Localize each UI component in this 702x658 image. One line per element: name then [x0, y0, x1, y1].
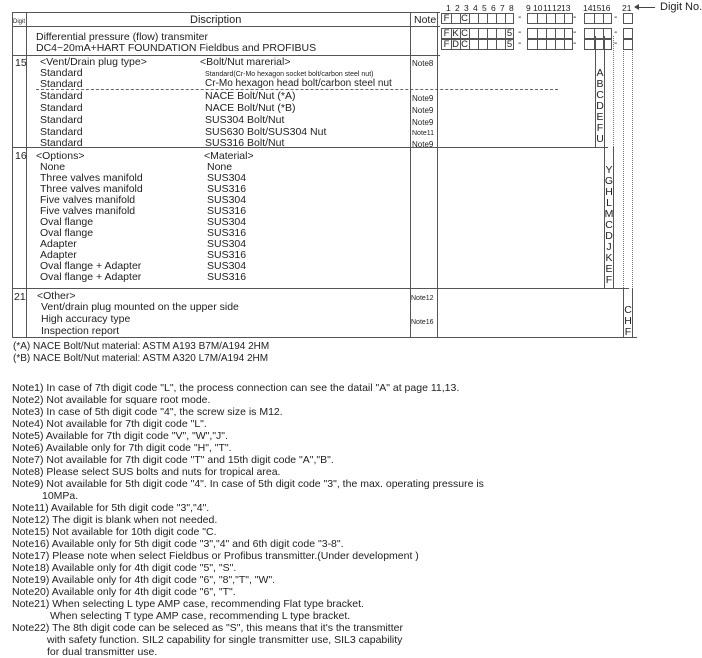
digit-column-header: Digit [13, 19, 26, 25]
bolt-nut-option: Standard(Cr-Mo hexagon socket bolt/carbon steel nut) [205, 71, 374, 78]
model-code-cell [603, 14, 612, 23]
bolt-nut-option: SUS316 Bolt/Nut [205, 137, 285, 149]
vent-drain-option: Standard [40, 137, 83, 149]
product-description-line1: Differential pressure (flow) transmiter [36, 31, 208, 43]
note-column-left-border [410, 12, 411, 337]
bolt-nut-option: SUS630 Bolt/SUS304 Nut [205, 126, 327, 138]
note-line: 10MPa. [42, 490, 79, 502]
table-bottom-border [12, 337, 637, 338]
option-name: Three valves manifold [40, 172, 143, 184]
option-material: SUS304 [207, 216, 247, 228]
note-line: Note7) Not available for 7th digit code "T" and 15th digit code "A","B". [12, 454, 334, 466]
option-code: M [604, 208, 614, 220]
digit-number: 12 [552, 3, 562, 13]
digit-no-label: Digit No. [660, 1, 702, 13]
option-code: J [606, 241, 612, 253]
digit-number: 21 [622, 3, 632, 13]
note-column-right-border [437, 12, 438, 337]
note-line: Note19) Available only for 4th digit code "6", "8","T", "W". [12, 574, 276, 586]
model-code-cell [564, 29, 573, 38]
model-code-cell [564, 40, 573, 49]
option-material: SUS304 [207, 260, 247, 272]
note-line: Note9) Not available for 5th digit code "4". In case of 5th digit code "3", the max. operating pressure is [12, 478, 484, 490]
separator-dash: - [614, 12, 618, 23]
note-line: Note4) Not available for 7th digit code "L". [12, 418, 207, 430]
note-line: Note22) The 8th digit code can be seleced as "S", this means that it's the transmitter [12, 622, 403, 634]
separator-dash: - [518, 38, 522, 49]
digit-number: 3 [464, 3, 469, 13]
option-name: Adapter [40, 249, 77, 261]
model-code-box-group [623, 13, 633, 24]
model-code-cell: D [451, 40, 461, 49]
option-code: A [596, 67, 604, 79]
model-code-cell: F [442, 29, 452, 38]
digit-number: 7 [500, 3, 505, 13]
bolt-nut-option: NACE Bolt/Nut (*B) [205, 102, 296, 114]
model-code-cell [603, 29, 612, 38]
model-code-cell: 5 [506, 39, 513, 50]
separator-dash: - [614, 27, 618, 38]
model-code-box-group [441, 28, 514, 39]
other-option: Inspection report [41, 325, 120, 337]
model-code-box-group [584, 13, 612, 24]
bolt-nut-option: SUS304 Bolt/Nut [205, 114, 285, 126]
option-code: H [624, 315, 632, 327]
digit-label: 16 [15, 150, 27, 162]
digit-label: 15 [15, 57, 27, 69]
footnote-nace-a: (*A) NACE Bolt/Nut material: ASTM A193 B7M/A194 2HM [13, 341, 270, 352]
model-code-cell: C [460, 29, 470, 38]
model-code-box-group [527, 39, 573, 50]
header-divider [12, 26, 440, 27]
model-code-box-group [623, 39, 633, 50]
description-column-header: Discription [190, 14, 242, 26]
note-ref: Note8 [412, 59, 434, 68]
note-line: with safety function. SIL2 capability for single transmitter use, SIL3 capability [47, 634, 403, 646]
option-name: Five valves manifold [40, 194, 136, 206]
model-code-cell: C [460, 40, 470, 49]
digit-number: 9 [526, 3, 531, 13]
option-code: C [605, 219, 613, 231]
digit-label: 21 [14, 291, 26, 303]
note-ref: Note9 [412, 118, 434, 127]
digit-number: 15 [592, 3, 602, 13]
option-material: SUS316 [207, 271, 247, 283]
model-code-box-group [584, 28, 612, 39]
note-ref: Note9 [412, 94, 434, 103]
digit-number: 11 [543, 3, 552, 13]
option-code: E [605, 263, 613, 275]
option-code: K [605, 252, 613, 264]
vent-drain-option: Standard [40, 78, 83, 90]
model-code-cell: 5 [506, 28, 513, 39]
options-header: <Options> [36, 150, 85, 162]
digit-number: 8 [509, 3, 514, 13]
vent-drain-option: Standard [40, 114, 83, 126]
option-material: SUS316 [207, 183, 247, 195]
option-name: None [40, 161, 66, 173]
model-code-cell [624, 29, 633, 38]
option-name: Oval flange + Adapter [40, 260, 142, 272]
material-header: <Material> [204, 150, 254, 162]
option-code: H [605, 186, 613, 198]
digit-number: 4 [473, 3, 478, 13]
option-material: SUS304 [207, 238, 247, 250]
note-line: Note15) Not available for 10th digit code "C. [12, 526, 217, 538]
model-code-cell [564, 14, 573, 23]
option-material: None [207, 161, 233, 173]
separator-dash: - [573, 12, 577, 23]
note-line: for dual transmitter use. [47, 646, 158, 658]
note-line: Note6) Available only for 7th digit code "H", "T". [12, 442, 232, 454]
option-code: G [604, 175, 614, 187]
option-name: Oval flange [40, 216, 94, 228]
option-code: C [596, 89, 604, 101]
option-material: SUS304 [207, 194, 247, 206]
note-line: Note16) Available only for 5th digit code "3","4" and 6th digit code "3-8". [12, 538, 344, 550]
digit-number: 10 [533, 3, 543, 13]
digit21-dotted-left [623, 36, 624, 288]
vent-drain-option: Standard [40, 67, 83, 79]
option-code: F [596, 122, 604, 134]
model-code-cell [624, 40, 633, 49]
separator-dash: - [518, 12, 522, 23]
model-code-box-group [441, 39, 514, 50]
note-ref: Note12 [411, 295, 434, 302]
model-code-cell [505, 14, 514, 23]
option-name: Five valves manifold [40, 205, 136, 217]
section16-top-border-full [12, 147, 608, 148]
bolt-nut-option: NACE Bolt/Nut (*A) [205, 90, 296, 102]
option-code: E [596, 111, 604, 123]
note-line: When selecting T type AMP case, recommending L type bracket. [50, 610, 351, 622]
option-code: C [624, 304, 632, 316]
note-column-header: Note [414, 14, 437, 26]
note-line: Note5) Available for 7th digit code "V", "W","J". [12, 430, 228, 442]
option-material: SUS316 [207, 227, 247, 239]
separator-dash: - [573, 38, 577, 49]
note-ref: Note11 [412, 130, 435, 137]
table-left-border [12, 12, 13, 337]
option-code: B [596, 78, 604, 90]
model-code-cell [603, 40, 612, 49]
note-line: Note17) Please note when select Fieldbus or Profibus transmitter.(Under development ) [12, 550, 419, 562]
option-code: Y [605, 164, 613, 176]
note-line: Note11) Available for 5th digit code "3","4". [12, 502, 210, 514]
separator-dash: - [518, 27, 522, 38]
option-name: Oval flange + Adapter [40, 271, 142, 283]
digit16-dotted [613, 36, 614, 147]
vent-drain-header: <Vent/Drain plug type> [40, 56, 147, 68]
model-code-cell: F [442, 14, 452, 23]
option-name: Three valves manifold [40, 183, 143, 195]
arrow-head-icon [634, 4, 639, 10]
model-code-box-group [623, 28, 633, 39]
note-line: Note8) Please select SUS bolts and nuts for tropical area. [12, 466, 281, 478]
footnote-nace-b: (*B) NACE Bolt/Nut material: ASTM A320 L7M/A194 2HM [13, 353, 269, 364]
option-code: F [624, 326, 632, 338]
option-material: SUS316 [207, 249, 247, 261]
note-line: Note2) Not available for square root mode. [12, 394, 211, 406]
note-ref: Note9 [412, 140, 434, 149]
model-code-box-group [527, 28, 573, 39]
note-ref: Note16 [411, 319, 434, 326]
note-line: Note18) Available only for 4th digit code "5", "S". [12, 562, 237, 574]
note-line: Note3) In case of 5th digit code "4", the screw size is M12. [12, 406, 283, 418]
option-code: D [596, 100, 604, 112]
bolt-nut-header: <Bolt/Nut marerial> [200, 56, 291, 68]
option-code: D [605, 230, 613, 242]
option-code: U [596, 133, 604, 145]
product-description-line2: DC4~20mA+HART FOUNDATION Fieldbus and PROFIBUS [36, 42, 317, 54]
arrow-icon [637, 7, 655, 8]
model-code-cell: C [460, 14, 470, 23]
vent-drain-option: Standard [40, 102, 83, 114]
other-option: Vent/drain plug mounted on the upper side [41, 301, 239, 313]
option-name: Oval flange [40, 227, 94, 239]
option-material: SUS304 [207, 172, 247, 184]
section21-top-border [12, 288, 629, 289]
model-code-cell: K [451, 29, 461, 38]
digit-number: 14 [583, 3, 593, 13]
separator-dash: - [573, 27, 577, 38]
option-code: L [606, 197, 612, 209]
option-material: SUS316 [207, 205, 247, 217]
note-ref: Note9 [412, 106, 434, 115]
digit-number: 13 [561, 3, 571, 13]
vent-drain-option: Standard [40, 90, 83, 102]
separator-dash: - [614, 38, 618, 49]
option-name: Adapter [40, 238, 77, 250]
note-line: Note20) Available only for 4th digit code "6", "T". [12, 586, 236, 598]
table-top-border [12, 12, 440, 13]
digit-number: 16 [601, 3, 611, 13]
other-header: <Other> [37, 290, 76, 302]
bolt-nut-option: Cr-Mo hexagon head bolt/carbon steel nut [205, 78, 392, 89]
digit-number: 1 [446, 3, 451, 13]
model-code-cell: F [442, 40, 452, 49]
other-option: High accuracy type [41, 313, 131, 325]
model-code-cell [624, 14, 633, 23]
vent-drain-option: Standard [40, 126, 83, 138]
model-code-box-group [584, 39, 612, 50]
note-line: Note12) The digit is blank when not needed. [12, 514, 218, 526]
digit-number: 2 [455, 3, 460, 13]
digit-number: 6 [491, 3, 496, 13]
digit-number: 5 [482, 3, 487, 13]
note-line: Note1) In case of 7th digit code "L", the process connection can see the datail "A" at page 11,13. [12, 382, 460, 394]
note-line: Note21) When selecting L type AMP case, recommending Flat type bracket. [12, 598, 364, 610]
option-code: F [605, 274, 613, 286]
model-code-box-group [527, 13, 573, 24]
model-code-box-group [441, 13, 514, 24]
